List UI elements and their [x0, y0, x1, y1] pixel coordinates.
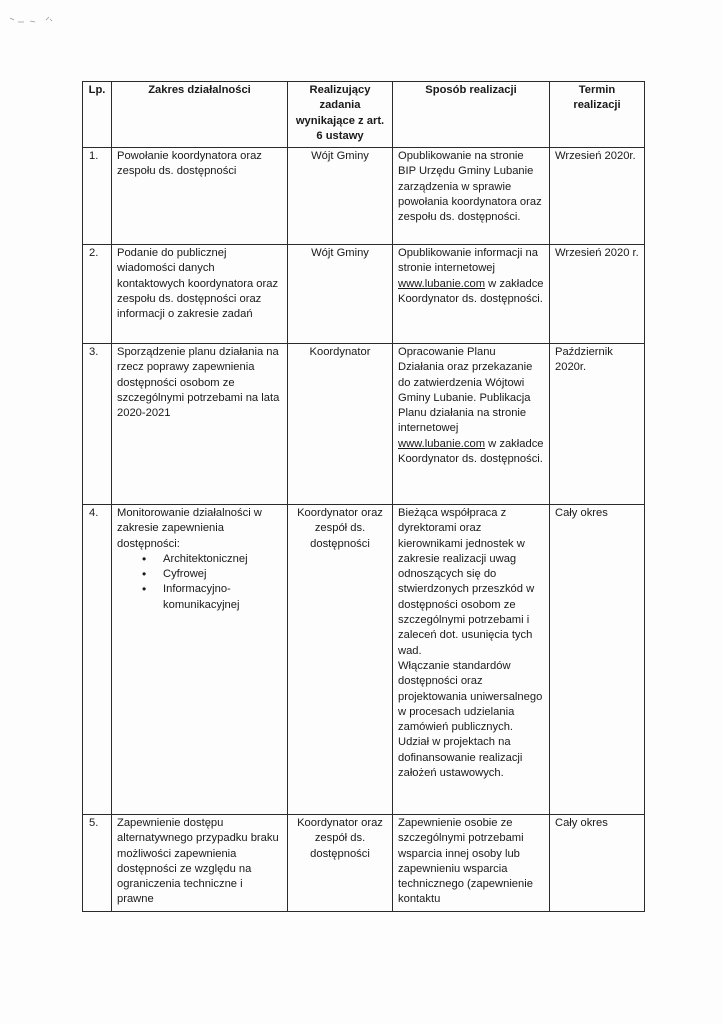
row-realizujacy: Koordynator oraz zespół ds. dostępności [288, 815, 393, 912]
sposob-text: Opracowanie Planu Działania oraz przekazanie do zatwierdzenia Wójtowi Gminy Lubanie. Publikacja Planu działania na stronie internetowej [398, 346, 533, 435]
header-zakres: Zakres działalności [112, 82, 288, 148]
row-realizujacy: Koordynator [288, 344, 393, 505]
list-item: • Architektonicznej [142, 552, 282, 567]
row-zakres: Zapewnienie dostępu alternatywnego przypadku braku możliwości zapewnienia dostępności ze względu na ograniczenia techniczne i prawne [112, 815, 288, 912]
sposob-paragraph: Udział w projektach na dofinansowanie realizacji założeń ustawowych. [398, 736, 523, 780]
list-item: • Cyfrowej [142, 567, 282, 582]
table-row [83, 148, 645, 245]
row-sposob [393, 505, 550, 815]
zakres-text: Monitorowanie działalności w zakresie zapewnienia dostępności: [117, 507, 262, 550]
row-lp: 4. [83, 505, 112, 815]
row-realizujacy: Koordynator oraz zespół ds. dostępności [288, 505, 393, 815]
row-termin: Cały okres [550, 505, 645, 815]
row-zakres: Powołanie koordynatora oraz zespołu ds. dostępności [112, 148, 288, 245]
header-realizujacy: Realizujący zadania wynikające z art. 6 ustawy [288, 82, 393, 148]
row-lp: 3. [83, 344, 112, 505]
table-row [83, 245, 645, 344]
row-zakres: Podanie do publicznej wiadomości danych kontaktowych koordynatora oraz zespołu ds. dostępności oraz informacji o zakresie zadań [112, 245, 288, 344]
sposob-text: Opublikowanie informacji na stronie internetowej [398, 247, 538, 275]
sposob-text-after: w zakładce Koordynator ds. dostępności. [398, 277, 544, 305]
header-lp: Lp. [83, 82, 112, 148]
row-lp: 2. [83, 245, 112, 344]
sposob-paragraph: Bieżąca współpraca z dyrektorami oraz kierownikami jednostek w zakresie realizacji uwag odnoszących się do stwierdzonych przeszkód w dostępności osobom ze szczególnymi potrzebami i zaleceń dot. usunięcia tych wad. [398, 507, 535, 657]
sposob-paragraph: Włączanie standardów dostępności oraz projektowania uniwersalnego w procesach udzielania zamówień publicznych. [398, 659, 543, 734]
row-sposob [393, 344, 550, 505]
accessibility-plan-table [82, 81, 645, 912]
list-item: • Informacyjno-komunikacyjnej [142, 582, 282, 613]
row-sposob: Zapewnienie osobie ze szczególnymi potrzebami wsparcia innej osoby lub zapewnieniu wsparcia technicznego (zapewnienie kontaktu [393, 815, 550, 912]
header-termin: Termin realizacji [550, 82, 645, 148]
sposob-text-after: w zakładce Koordynator ds. dostępności. [398, 437, 544, 466]
table-header-row [83, 82, 645, 148]
row-termin: Cały okres [550, 815, 645, 912]
table-row [83, 815, 645, 912]
row-lp: 5. [83, 815, 112, 912]
row-realizujacy: Wójt Gminy [288, 245, 393, 344]
scan-artifact-mark [6, 10, 76, 30]
row-termin: Wrzesień 2020r. [550, 148, 645, 245]
table-row [83, 344, 645, 505]
website-link[interactable]: www.lubanie.com [398, 437, 486, 450]
zakres-bullet-list [117, 552, 282, 613]
table-row [83, 505, 645, 815]
row-zakres: Sporządzenie planu działania na rzecz poprawy zapewnienia dostępności osobom ze szczególnymi potrzebami na lata 2020-2021 [112, 344, 288, 505]
row-zakres [112, 505, 288, 815]
row-sposob [393, 245, 550, 344]
website-link[interactable]: www.lubanie.com [398, 277, 486, 290]
header-sposob: Sposób realizacji [393, 82, 550, 148]
row-termin: Październik 2020r. [550, 344, 645, 505]
row-sposob: Opublikowanie na stronie BIP Urzędu Gminy Lubanie zarządzenia w sprawie powołania koordynatora oraz zespołu ds. dostępności. [393, 148, 550, 245]
row-termin: Wrzesień 2020 r. [550, 245, 645, 344]
row-lp: 1. [83, 148, 112, 245]
row-realizujacy: Wójt Gminy [288, 148, 393, 245]
